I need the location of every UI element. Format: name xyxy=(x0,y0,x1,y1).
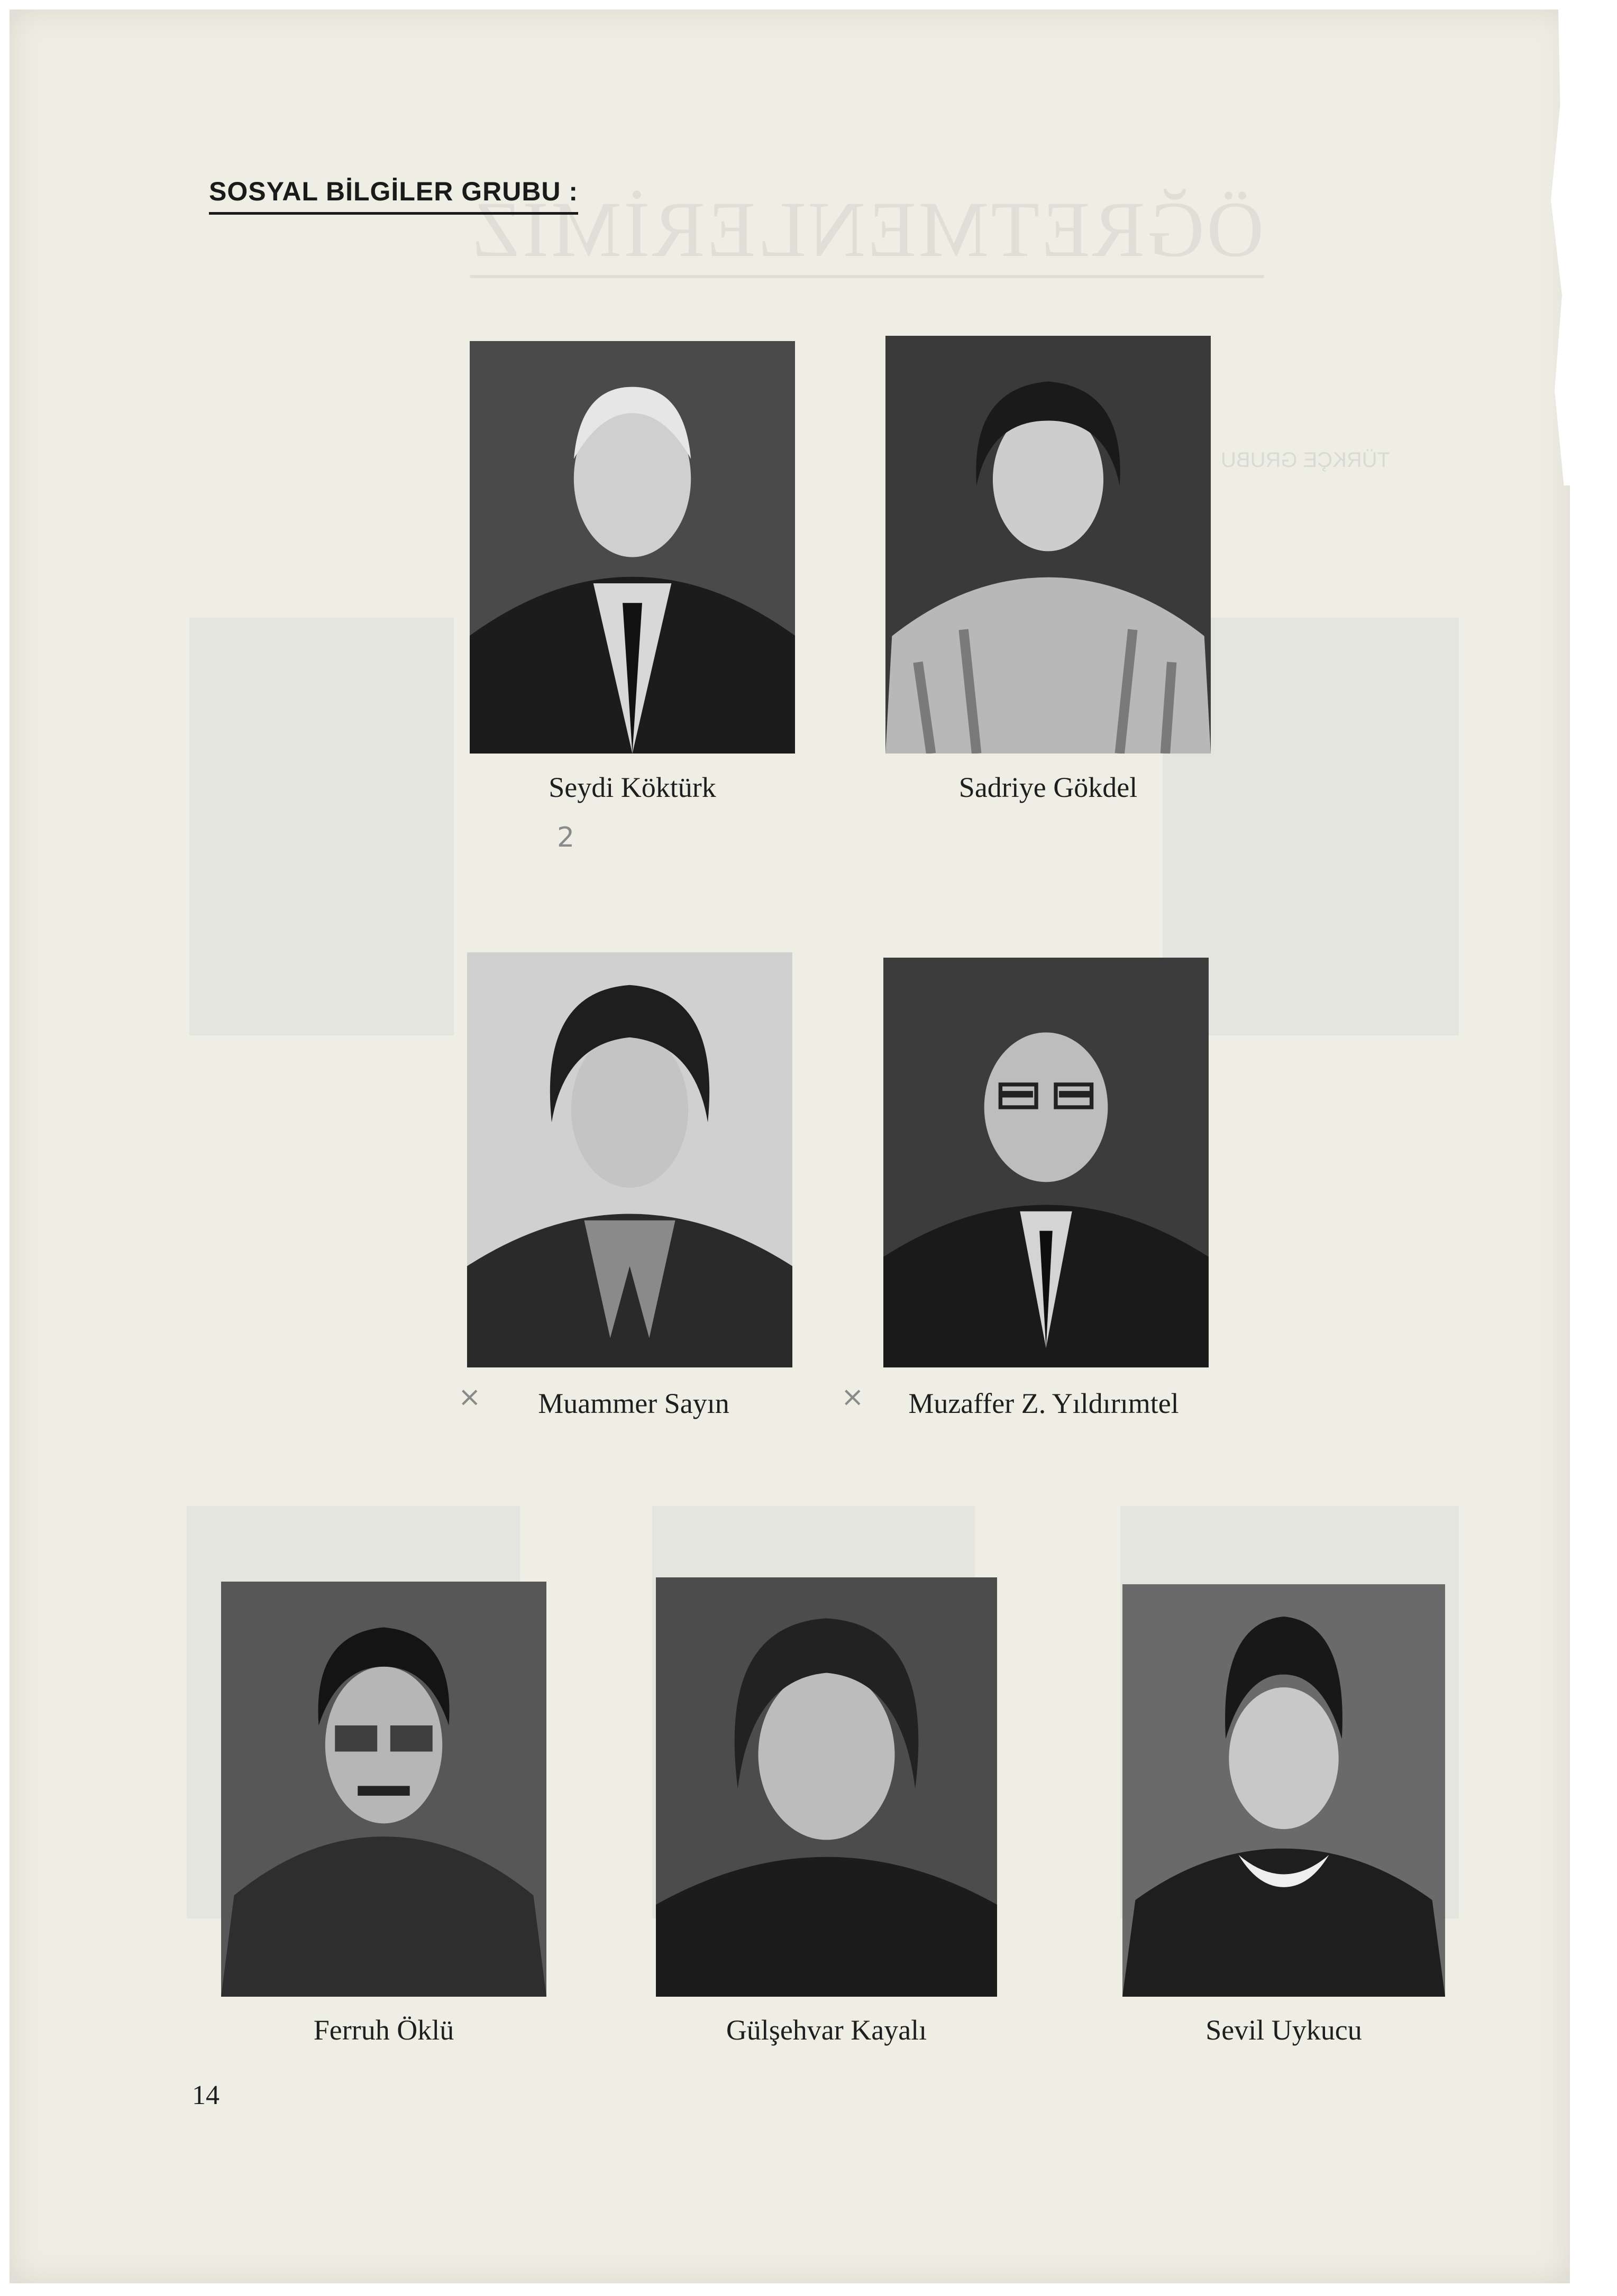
teacher-name: Muzaffer Z. Yıldırımtel xyxy=(908,1388,1179,1419)
teacher-photo xyxy=(470,341,795,754)
scanned-page xyxy=(10,10,1570,2283)
handwritten-cross-mark: × xyxy=(458,1381,481,1413)
teacher-name: Seydi Köktürk xyxy=(549,772,716,803)
teacher-name: Sadriye Gökdel xyxy=(958,772,1138,803)
teacher-name: Ferruh Öklü xyxy=(313,2014,454,2046)
teacher-photo xyxy=(467,952,792,1367)
handwritten-cross-mark: × xyxy=(841,1381,864,1413)
teacher-photo xyxy=(885,336,1211,754)
teacher-photo xyxy=(883,958,1209,1367)
teacher-name: Sevil Uykucu xyxy=(1205,2014,1362,2046)
teacher-photo xyxy=(1122,1584,1445,1997)
page-number: 14 xyxy=(192,2080,220,2110)
bleed-through-photo xyxy=(189,618,454,1035)
section-title: SOSYAL BİLGİLER GRUBU : xyxy=(209,176,578,215)
bleed-through-heading: ÖĞRETMENLERİMİZ xyxy=(470,184,1264,278)
teacher-photo xyxy=(221,1582,546,1997)
handwritten-pencil-mark: 2 xyxy=(557,822,575,853)
teacher-name: Muammer Sayın xyxy=(538,1388,729,1419)
teacher-name: Gülşehvar Kayalı xyxy=(726,2014,927,2046)
bleed-through-subheading: TÜRKÇE GRUBU xyxy=(1221,448,1391,472)
torn-page-edge xyxy=(1543,10,1570,485)
teacher-photo xyxy=(656,1577,997,1997)
